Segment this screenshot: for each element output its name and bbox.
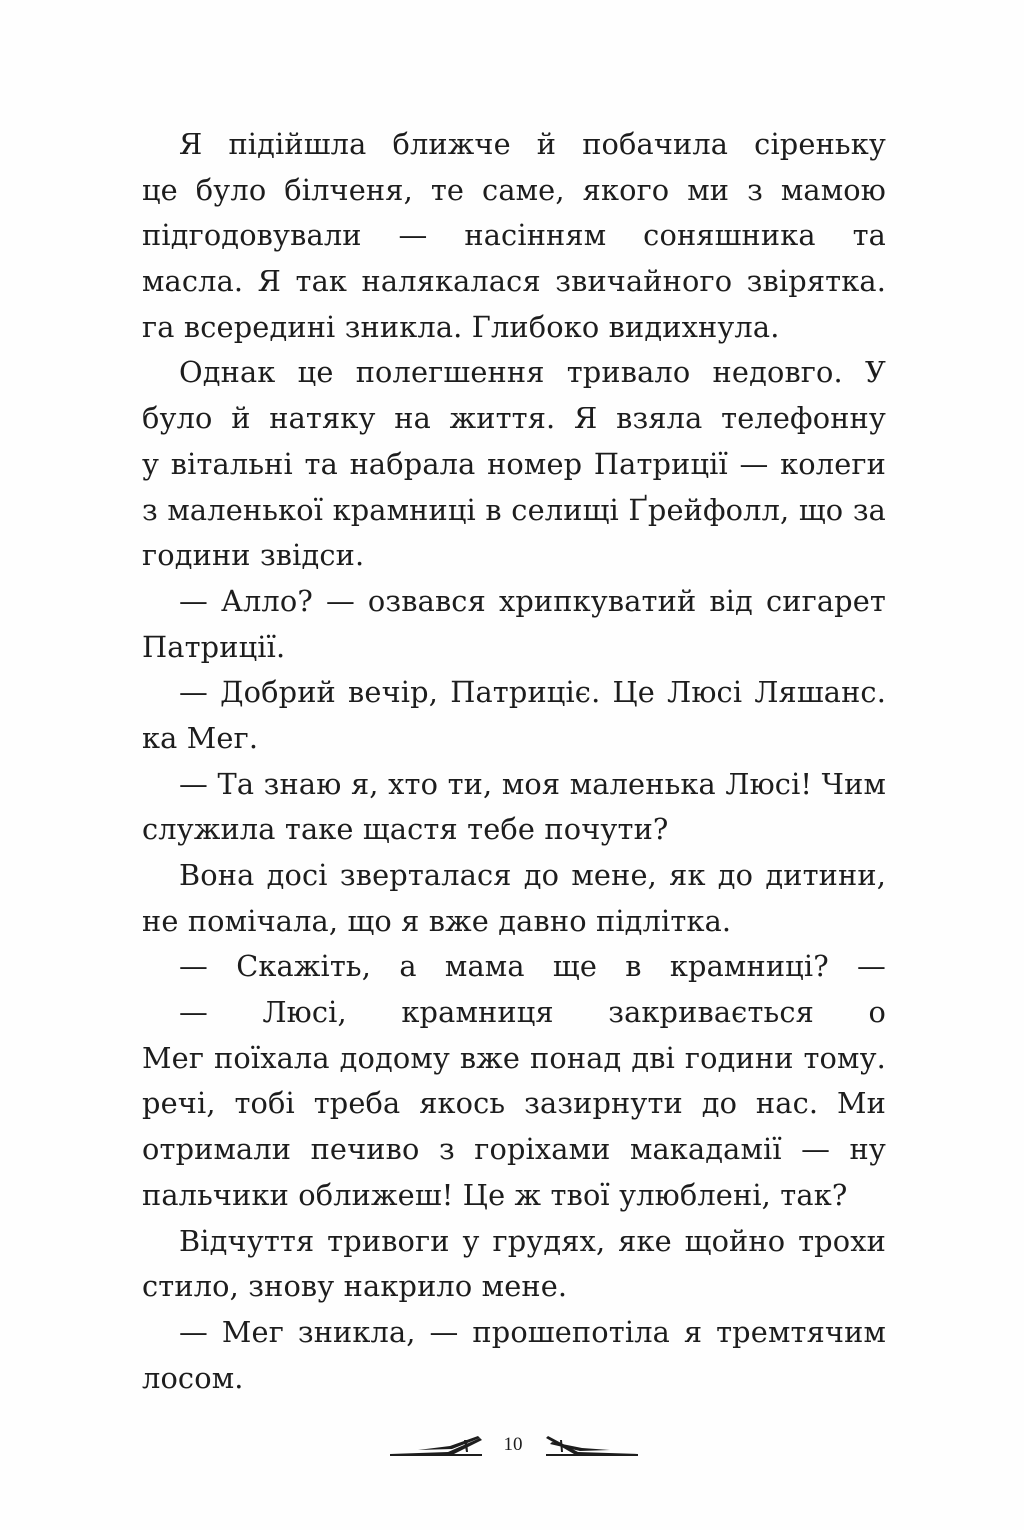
text-line: Вона досі зверталася до мене, як до дитини, <box>179 858 886 892</box>
text-line: Я підійшла ближче й побачила сіреньку <box>179 127 886 161</box>
text-line: було й натяку на життя. Я взяла телефонну <box>142 401 886 436</box>
text-line: лосом. <box>142 1360 244 1395</box>
text-line: служила таке щастя тебе почути? <box>142 812 669 847</box>
page-number: 10 <box>503 1434 523 1455</box>
text-line: Мег поїхала додому вже понад дві години тому. <box>142 1040 886 1075</box>
text-line: га всередині зникла. Глибоко видихнула. <box>142 309 780 344</box>
text-line: речі, тобі треба якось зазирнути до нас. Ми <box>142 1086 886 1121</box>
text-line: у вітальні та набрала номер Патриції — колеги <box>142 446 886 481</box>
right-ornament-icon <box>540 1432 640 1460</box>
text-line: — Алло? — озвався хрипкуватий від сигарет <box>179 583 886 618</box>
text-line: — Мег зникла, — прошепотіла я тремтячим <box>179 1314 886 1349</box>
text-line: стило, знову накрило мене. <box>142 1269 568 1304</box>
body-text <box>142 122 886 1401</box>
left-ornament-icon <box>388 1432 488 1460</box>
text-line: — Добрий вечір, Патриціє. Це Люсі Ляшанс. <box>179 675 886 710</box>
text-line: підгодовували — насінням соняшника та <box>142 218 886 253</box>
text-line: пальчики оближеш! Це ж твої улюблені, так? <box>142 1177 848 1212</box>
text-line: — Скажіть, а мама ще в крамниці? — <box>179 949 886 984</box>
text-line: Відчуття тривоги у грудях, яке щойно трохи <box>179 1223 886 1258</box>
text-line: Однак це полегшення тривало недовго. У <box>179 355 886 390</box>
text-line: це було білченя, те саме, якого ми з мамою <box>142 172 886 207</box>
text-line: — Та знаю я, хто ти, моя маленька Люсі! Чим <box>179 766 886 801</box>
text-line: — Люсі, крамниця закривається о <box>179 995 886 1030</box>
text-line: Патриції. <box>142 629 286 664</box>
text-line: не помічала, що я вже давно підлітка. <box>142 903 732 938</box>
text-line: з маленької крамниці в селищі Ґрейфолл, що за <box>142 492 886 527</box>
text-line: масла. Я так налякалася звичайного звірятка. <box>142 264 886 299</box>
text-line: години звідси. <box>142 538 365 573</box>
text-line: ка Мег. <box>142 720 259 755</box>
page-footer <box>0 1432 1024 1462</box>
text-line: отримали печиво з горіхами макадамії — ну <box>142 1132 886 1167</box>
